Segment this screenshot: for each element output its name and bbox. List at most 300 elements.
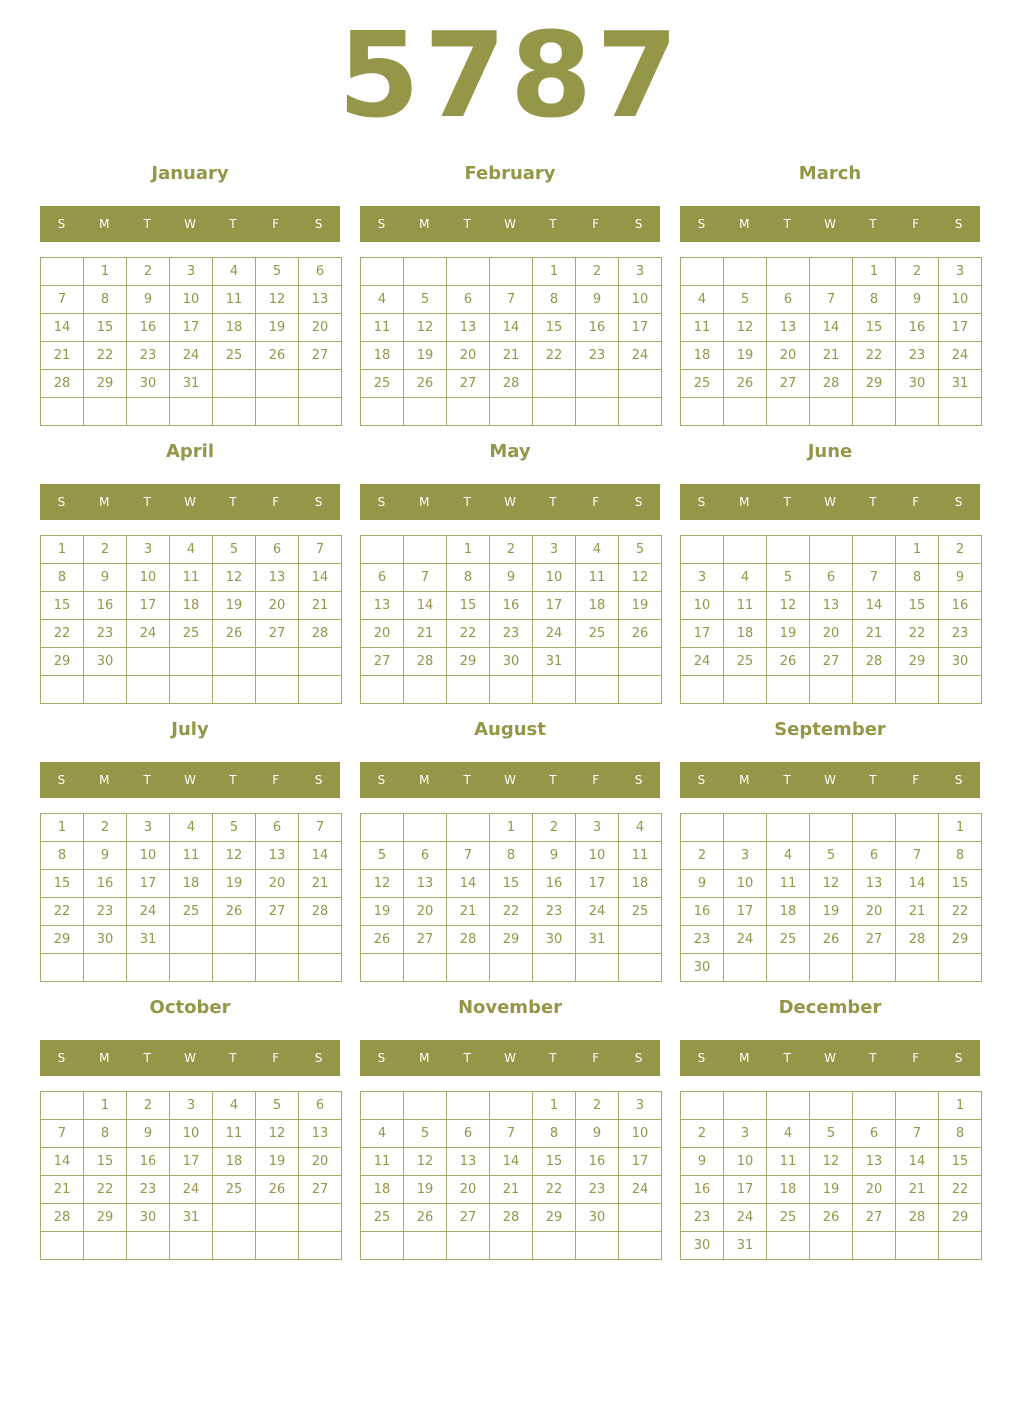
day-cell: 27 xyxy=(256,620,299,648)
month-name: February xyxy=(464,163,556,184)
week-row xyxy=(361,1148,662,1176)
week-row xyxy=(41,342,342,370)
empty-day-cell xyxy=(724,1092,767,1120)
empty-day-cell xyxy=(447,1092,490,1120)
weekday-label: W xyxy=(504,495,516,509)
empty-day-cell xyxy=(361,814,404,842)
empty-day-cell xyxy=(361,258,404,286)
day-cell: 25 xyxy=(361,1204,404,1232)
day-cell: 17 xyxy=(127,592,170,620)
day-cell: 5 xyxy=(767,564,810,592)
weekday-label: W xyxy=(184,217,196,231)
weekday-label: S xyxy=(634,1051,643,1065)
day-cell: 18 xyxy=(576,592,619,620)
day-cell: 23 xyxy=(84,620,127,648)
day-cell: 16 xyxy=(681,898,724,926)
day-cell: 29 xyxy=(896,648,939,676)
day-cell: 10 xyxy=(127,564,170,592)
empty-day-cell xyxy=(41,1092,84,1120)
empty-day-cell xyxy=(619,954,662,982)
empty-day-cell xyxy=(404,954,447,982)
empty-day-cell xyxy=(213,1204,256,1232)
day-cell: 2 xyxy=(84,814,127,842)
day-cell: 14 xyxy=(41,314,84,342)
day-cell: 10 xyxy=(724,1148,767,1176)
month-name: October xyxy=(149,997,231,1018)
empty-day-cell xyxy=(853,1232,896,1260)
day-cell: 28 xyxy=(490,1204,533,1232)
empty-day-cell xyxy=(939,398,982,426)
empty-day-cell xyxy=(404,398,447,426)
day-grid xyxy=(40,813,342,982)
day-cell: 16 xyxy=(576,1148,619,1176)
empty-day-cell xyxy=(533,398,576,426)
day-cell: 9 xyxy=(84,564,127,592)
empty-day-cell xyxy=(490,1232,533,1260)
week-row xyxy=(681,648,982,676)
week-row xyxy=(41,926,342,954)
empty-day-cell xyxy=(361,1092,404,1120)
empty-day-cell xyxy=(256,648,299,676)
day-cell: 12 xyxy=(810,870,853,898)
day-cell: 30 xyxy=(896,370,939,398)
day-cell: 22 xyxy=(41,898,84,926)
empty-day-cell xyxy=(404,1092,447,1120)
day-cell: 17 xyxy=(170,1148,213,1176)
week-row xyxy=(41,1148,342,1176)
week-row xyxy=(361,564,662,592)
day-cell: 15 xyxy=(896,592,939,620)
day-cell: 15 xyxy=(84,314,127,342)
day-cell: 10 xyxy=(576,842,619,870)
empty-day-cell xyxy=(170,398,213,426)
day-cell: 18 xyxy=(213,1148,256,1176)
day-cell: 18 xyxy=(170,870,213,898)
weekday-label: M xyxy=(739,773,750,787)
day-cell: 21 xyxy=(41,342,84,370)
day-cell: 21 xyxy=(896,898,939,926)
day-cell: 28 xyxy=(299,620,342,648)
day-cell: 24 xyxy=(127,898,170,926)
day-cell: 14 xyxy=(447,870,490,898)
weekday-label: S xyxy=(314,495,323,509)
day-cell: 28 xyxy=(41,1204,84,1232)
empty-day-cell xyxy=(490,676,533,704)
day-cell: 8 xyxy=(896,564,939,592)
day-cell: 27 xyxy=(853,1204,896,1232)
day-cell: 25 xyxy=(213,1176,256,1204)
weekday-header xyxy=(360,484,660,520)
empty-day-cell xyxy=(576,398,619,426)
week-row xyxy=(681,370,982,398)
month-name: March xyxy=(798,163,862,184)
day-cell: 11 xyxy=(619,842,662,870)
day-cell: 15 xyxy=(853,314,896,342)
weekday-label: F xyxy=(592,1051,600,1065)
day-cell: 21 xyxy=(490,342,533,370)
day-cell: 4 xyxy=(681,286,724,314)
week-row xyxy=(361,1092,662,1120)
day-cell: 10 xyxy=(170,286,213,314)
week-row xyxy=(361,398,662,426)
empty-day-cell xyxy=(127,676,170,704)
week-row xyxy=(41,370,342,398)
day-cell: 12 xyxy=(256,286,299,314)
week-row xyxy=(361,898,662,926)
day-cell: 3 xyxy=(939,258,982,286)
day-cell: 22 xyxy=(490,898,533,926)
day-cell: 21 xyxy=(810,342,853,370)
day-cell: 31 xyxy=(127,926,170,954)
day-cell: 21 xyxy=(299,592,342,620)
week-row xyxy=(681,342,982,370)
empty-day-cell xyxy=(810,676,853,704)
weekday-label: W xyxy=(504,217,516,231)
day-cell: 6 xyxy=(361,564,404,592)
day-cell: 18 xyxy=(170,592,213,620)
day-grid xyxy=(40,257,342,426)
day-cell: 28 xyxy=(299,898,342,926)
day-cell: 17 xyxy=(619,1148,662,1176)
day-cell: 25 xyxy=(361,370,404,398)
day-cell: 21 xyxy=(490,1176,533,1204)
day-cell: 27 xyxy=(299,342,342,370)
day-cell: 22 xyxy=(896,620,939,648)
day-cell: 17 xyxy=(724,1176,767,1204)
weekday-header xyxy=(40,484,340,520)
day-cell: 10 xyxy=(533,564,576,592)
day-cell: 15 xyxy=(41,870,84,898)
day-cell: 8 xyxy=(533,286,576,314)
week-row xyxy=(41,1176,342,1204)
week-row xyxy=(361,814,662,842)
day-cell: 6 xyxy=(767,286,810,314)
weekday-label: F xyxy=(272,1051,280,1065)
empty-day-cell xyxy=(619,676,662,704)
day-cell: 14 xyxy=(41,1148,84,1176)
day-cell: 16 xyxy=(84,870,127,898)
empty-day-cell xyxy=(853,536,896,564)
empty-day-cell xyxy=(490,954,533,982)
day-cell: 8 xyxy=(853,286,896,314)
empty-day-cell xyxy=(939,954,982,982)
day-cell: 3 xyxy=(576,814,619,842)
day-cell: 26 xyxy=(810,1204,853,1232)
weekday-label: T xyxy=(549,217,557,231)
week-row xyxy=(361,536,662,564)
day-cell: 16 xyxy=(84,592,127,620)
day-cell: 1 xyxy=(853,258,896,286)
weekday-label: T xyxy=(549,1051,557,1065)
day-cell: 24 xyxy=(939,342,982,370)
weekday-label: S xyxy=(377,217,386,231)
day-cell: 17 xyxy=(127,870,170,898)
weekday-label: F xyxy=(912,495,920,509)
week-row xyxy=(361,676,662,704)
day-cell: 27 xyxy=(361,648,404,676)
month-name: July xyxy=(171,719,209,740)
empty-day-cell xyxy=(256,398,299,426)
week-row xyxy=(41,954,342,982)
weekday-label: T xyxy=(229,773,237,787)
weekday-label: F xyxy=(272,217,280,231)
day-cell: 25 xyxy=(170,898,213,926)
day-cell: 17 xyxy=(533,592,576,620)
empty-day-cell xyxy=(404,1232,447,1260)
day-cell: 15 xyxy=(41,592,84,620)
day-grid xyxy=(360,1091,662,1260)
day-cell: 5 xyxy=(810,842,853,870)
day-cell: 7 xyxy=(41,1120,84,1148)
day-cell: 4 xyxy=(619,814,662,842)
day-cell: 30 xyxy=(84,648,127,676)
day-cell: 20 xyxy=(256,592,299,620)
month-name: June xyxy=(807,441,853,462)
day-cell: 20 xyxy=(299,314,342,342)
weekday-header xyxy=(680,484,980,520)
empty-day-cell xyxy=(84,1232,127,1260)
weekday-label: T xyxy=(229,495,237,509)
day-cell: 11 xyxy=(213,286,256,314)
day-cell: 25 xyxy=(213,342,256,370)
year-title: 5787 xyxy=(337,6,683,144)
empty-day-cell xyxy=(213,1232,256,1260)
weekday-label: T xyxy=(549,495,557,509)
day-cell: 23 xyxy=(896,342,939,370)
day-cell: 7 xyxy=(810,286,853,314)
day-cell: 5 xyxy=(213,536,256,564)
week-row xyxy=(41,592,342,620)
empty-day-cell xyxy=(256,1204,299,1232)
week-row xyxy=(41,1120,342,1148)
day-cell: 9 xyxy=(576,286,619,314)
weekday-label: W xyxy=(184,773,196,787)
day-cell: 27 xyxy=(853,926,896,954)
day-cell: 31 xyxy=(576,926,619,954)
empty-day-cell xyxy=(299,648,342,676)
empty-day-cell xyxy=(170,1232,213,1260)
day-cell: 6 xyxy=(299,258,342,286)
empty-day-cell xyxy=(681,676,724,704)
day-cell: 1 xyxy=(447,536,490,564)
day-cell: 7 xyxy=(490,1120,533,1148)
weekday-label: T xyxy=(143,773,151,787)
day-cell: 18 xyxy=(213,314,256,342)
day-cell: 12 xyxy=(404,1148,447,1176)
day-cell: 28 xyxy=(896,1204,939,1232)
empty-day-cell xyxy=(619,1232,662,1260)
weekday-label: T xyxy=(869,217,877,231)
day-cell: 22 xyxy=(533,342,576,370)
empty-day-cell xyxy=(810,398,853,426)
day-cell: 16 xyxy=(681,1176,724,1204)
week-row xyxy=(681,1092,982,1120)
week-row xyxy=(361,258,662,286)
day-cell: 18 xyxy=(767,1176,810,1204)
empty-day-cell xyxy=(84,398,127,426)
day-cell: 5 xyxy=(810,1120,853,1148)
weekday-label: S xyxy=(954,773,963,787)
empty-day-cell xyxy=(810,536,853,564)
day-cell: 22 xyxy=(41,620,84,648)
day-cell: 24 xyxy=(724,926,767,954)
day-cell: 19 xyxy=(810,898,853,926)
day-cell: 9 xyxy=(576,1120,619,1148)
day-grid xyxy=(40,535,342,704)
day-cell: 8 xyxy=(41,842,84,870)
empty-day-cell xyxy=(619,926,662,954)
day-cell: 16 xyxy=(576,314,619,342)
day-cell: 27 xyxy=(767,370,810,398)
week-row xyxy=(361,842,662,870)
week-row xyxy=(361,620,662,648)
day-cell: 3 xyxy=(724,842,767,870)
day-grid xyxy=(40,1091,342,1260)
empty-day-cell xyxy=(84,676,127,704)
week-row xyxy=(361,1120,662,1148)
empty-day-cell xyxy=(724,258,767,286)
day-cell: 26 xyxy=(619,620,662,648)
day-cell: 22 xyxy=(447,620,490,648)
day-cell: 26 xyxy=(404,370,447,398)
empty-day-cell xyxy=(361,1232,404,1260)
day-cell: 5 xyxy=(404,286,447,314)
week-row xyxy=(41,564,342,592)
week-row xyxy=(681,870,982,898)
month-name: April xyxy=(165,441,215,462)
day-cell: 13 xyxy=(810,592,853,620)
week-row xyxy=(681,592,982,620)
day-cell: 14 xyxy=(896,1148,939,1176)
day-cell: 5 xyxy=(256,258,299,286)
day-cell: 26 xyxy=(213,898,256,926)
day-cell: 5 xyxy=(361,842,404,870)
day-cell: 28 xyxy=(853,648,896,676)
day-cell: 20 xyxy=(361,620,404,648)
day-cell: 16 xyxy=(896,314,939,342)
empty-day-cell xyxy=(404,676,447,704)
empty-day-cell xyxy=(681,536,724,564)
day-cell: 3 xyxy=(533,536,576,564)
weekday-label: T xyxy=(869,1051,877,1065)
weekday-label: S xyxy=(314,217,323,231)
day-cell: 28 xyxy=(447,926,490,954)
empty-day-cell xyxy=(447,1232,490,1260)
empty-day-cell xyxy=(127,954,170,982)
day-cell: 7 xyxy=(404,564,447,592)
weekday-label: W xyxy=(824,217,836,231)
weekday-label: S xyxy=(377,495,386,509)
day-cell: 6 xyxy=(810,564,853,592)
day-cell: 2 xyxy=(127,258,170,286)
week-row xyxy=(681,1204,982,1232)
day-cell: 22 xyxy=(939,1176,982,1204)
day-cell: 3 xyxy=(681,564,724,592)
day-cell: 1 xyxy=(896,536,939,564)
day-cell: 21 xyxy=(404,620,447,648)
day-cell: 27 xyxy=(810,648,853,676)
day-cell: 15 xyxy=(490,870,533,898)
empty-day-cell xyxy=(299,370,342,398)
day-cell: 27 xyxy=(404,926,447,954)
weekday-label: S xyxy=(314,1051,323,1065)
empty-day-cell xyxy=(127,1232,170,1260)
weekday-label: T xyxy=(229,1051,237,1065)
week-row xyxy=(41,870,342,898)
day-cell: 29 xyxy=(84,370,127,398)
day-grid xyxy=(360,257,662,426)
day-cell: 7 xyxy=(490,286,533,314)
week-row xyxy=(41,620,342,648)
day-cell: 8 xyxy=(939,1120,982,1148)
day-cell: 14 xyxy=(490,1148,533,1176)
month-name: November xyxy=(457,997,563,1018)
day-cell: 12 xyxy=(724,314,767,342)
day-cell: 6 xyxy=(299,1092,342,1120)
weekday-label: W xyxy=(824,1051,836,1065)
day-cell: 4 xyxy=(724,564,767,592)
empty-day-cell xyxy=(299,954,342,982)
empty-day-cell xyxy=(619,398,662,426)
week-row xyxy=(681,814,982,842)
empty-day-cell xyxy=(256,954,299,982)
day-cell: 12 xyxy=(213,564,256,592)
day-cell: 23 xyxy=(576,342,619,370)
weekday-label: S xyxy=(954,495,963,509)
day-cell: 12 xyxy=(810,1148,853,1176)
weekday-label: M xyxy=(99,773,110,787)
empty-day-cell xyxy=(447,258,490,286)
day-cell: 22 xyxy=(853,342,896,370)
week-row xyxy=(681,926,982,954)
empty-day-cell xyxy=(896,1232,939,1260)
weekday-label: S xyxy=(634,217,643,231)
day-cell: 20 xyxy=(447,1176,490,1204)
weekday-label: S xyxy=(634,495,643,509)
day-cell: 3 xyxy=(619,1092,662,1120)
weekday-label: S xyxy=(57,773,66,787)
empty-day-cell xyxy=(810,954,853,982)
week-row xyxy=(681,1176,982,1204)
empty-day-cell xyxy=(576,954,619,982)
day-cell: 7 xyxy=(299,536,342,564)
day-cell: 17 xyxy=(619,314,662,342)
weekday-label: S xyxy=(634,773,643,787)
day-cell: 21 xyxy=(896,1176,939,1204)
day-cell: 29 xyxy=(939,926,982,954)
day-cell: 9 xyxy=(84,842,127,870)
day-cell: 25 xyxy=(170,620,213,648)
day-cell: 27 xyxy=(299,1176,342,1204)
weekday-label: S xyxy=(954,1051,963,1065)
week-row xyxy=(41,1232,342,1260)
day-cell: 6 xyxy=(256,536,299,564)
weekday-header xyxy=(40,762,340,798)
empty-day-cell xyxy=(767,954,810,982)
day-cell: 12 xyxy=(256,1120,299,1148)
day-cell: 17 xyxy=(170,314,213,342)
empty-day-cell xyxy=(896,954,939,982)
weekday-label: M xyxy=(99,495,110,509)
day-cell: 13 xyxy=(256,564,299,592)
weekday-label: F xyxy=(272,495,280,509)
week-row xyxy=(681,898,982,926)
week-row xyxy=(361,1232,662,1260)
day-cell: 29 xyxy=(84,1204,127,1232)
day-cell: 2 xyxy=(84,536,127,564)
day-cell: 29 xyxy=(853,370,896,398)
day-cell: 1 xyxy=(533,258,576,286)
